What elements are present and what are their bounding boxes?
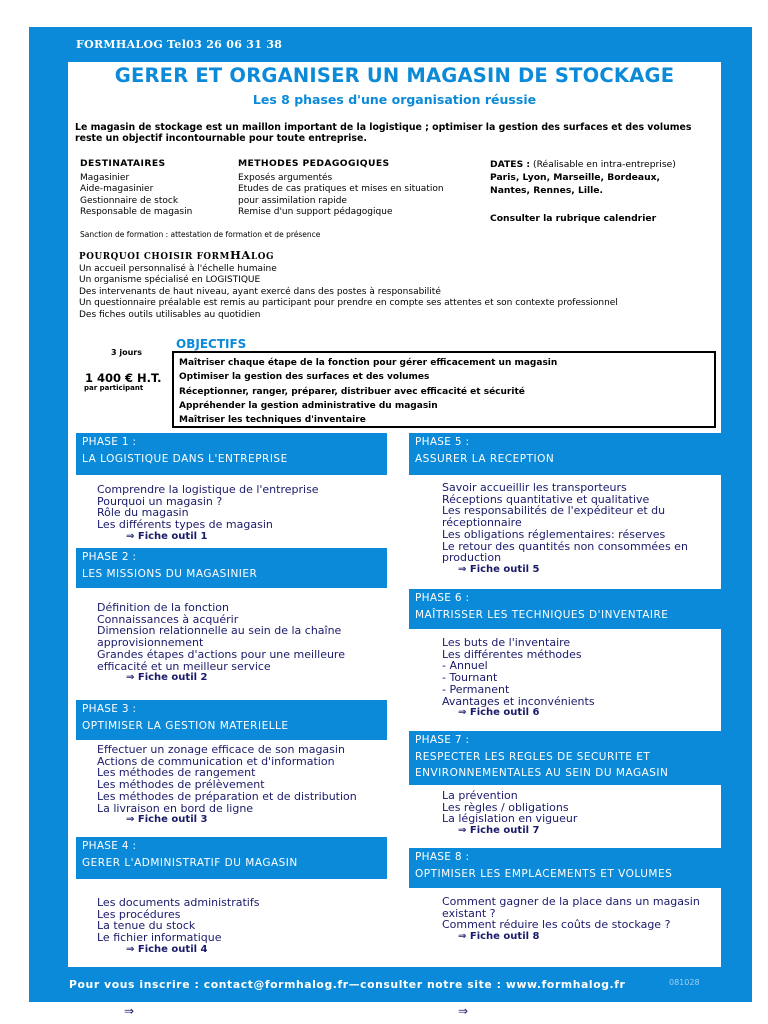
arrow-right-icon: ⇒ xyxy=(458,1004,469,1018)
list-item: Comment réduire les coûts de stockage ? xyxy=(442,918,671,932)
list-item: Les buts de l'inventaire xyxy=(442,636,571,649)
phase-5-items xyxy=(442,482,688,576)
why-block xyxy=(79,250,618,321)
methode-item: Remise d'un support pédagogique xyxy=(238,207,393,217)
phase-number: PHASE 6 : xyxy=(415,592,470,604)
phase-7-header xyxy=(409,731,721,785)
list-item: Connaissances à acquérir xyxy=(97,612,239,626)
phase-title: ASSURER LA RECEPTION xyxy=(415,452,555,465)
dates-note: (Réalisable en intra-entreprise) xyxy=(532,159,676,170)
objectif-item: Réceptionner, ranger, préparer, distribuer avec efficacité et sécurité xyxy=(179,386,525,397)
list-item: Grandes étapes d'actions pour une meilleure xyxy=(97,647,345,661)
fiche-outil-link[interactable]: ⇒ Fiche outil 4 xyxy=(126,943,208,955)
destinataires-block xyxy=(80,158,192,219)
why-item: Un questionnaire préalable est remis au participant pour prendre en compte ses attentes et son contexte professionnel xyxy=(79,298,618,308)
list-item: existant ? xyxy=(442,906,496,920)
phase-title: LES MISSIONS DU MAGASINIER xyxy=(82,567,258,580)
duration: 3 jours xyxy=(111,348,142,357)
objectif-item: Appréhender la gestion administrative du magasin xyxy=(179,400,438,411)
phase-1-items xyxy=(97,484,319,543)
phase-1-header xyxy=(76,433,387,475)
list-item: réceptionnaire xyxy=(442,516,522,530)
destinataire-item: Gestionnaire de stock xyxy=(80,195,179,206)
phase-title: LA LOGISTIQUE DANS L'ENTREPRISE xyxy=(82,452,288,465)
destinataire-item: Aide-magasinier xyxy=(80,184,154,194)
list-item: Les méthodes de rangement xyxy=(97,766,256,780)
phase-title: OPTIMISER LA GESTION MATERIELLE xyxy=(82,719,289,732)
objectifs-box xyxy=(172,351,716,428)
list-item: La livraison en bord de ligne xyxy=(97,801,254,815)
phase-number: PHASE 3 : xyxy=(82,703,137,715)
fiche-outil-link[interactable]: ⇒ Fiche outil 5 xyxy=(458,563,540,575)
list-item: approvisionnement xyxy=(97,636,204,650)
phase-title-line-2: ENVIRONNEMENTALES AU SEIN DU MAGASIN xyxy=(415,767,669,779)
list-item: Réceptions quantitative et qualitative xyxy=(442,492,650,506)
phase-6-header xyxy=(409,589,721,629)
destinataire-item: Responsable de magasin xyxy=(80,207,193,217)
list-item: Comprendre la logistique de l'entreprise xyxy=(97,483,319,496)
phase-2-header xyxy=(76,548,387,588)
why-heading: POURQUOI CHOISIR FORMHALOG xyxy=(79,248,275,262)
list-item: - Annuel xyxy=(442,659,488,673)
price: 1 400 € H.T. xyxy=(85,371,162,385)
list-item: Comment gagner de la place dans un magasin xyxy=(442,895,700,908)
why-item: Un organisme spécialisé en LOGISTIQUE xyxy=(79,275,261,285)
phase-3-header xyxy=(76,700,387,740)
phase-number: PHASE 4 : xyxy=(82,840,137,852)
phase-number: PHASE 2 : xyxy=(82,551,137,563)
list-item: Les responsabilités de l'expéditeur et du xyxy=(442,504,666,518)
list-item: Les obligations réglementaires: réserves xyxy=(442,527,666,541)
list-item: Les différents types de magasin xyxy=(97,518,273,532)
fiche-outil-link[interactable]: ⇒ Fiche outil 3 xyxy=(126,814,208,826)
price-note: par participant xyxy=(84,384,144,392)
list-item: Les règles / obligations xyxy=(442,800,569,814)
list-item: efficacité et un meilleur service xyxy=(97,659,271,673)
phase-4-header xyxy=(76,837,387,879)
dates-block xyxy=(490,158,676,225)
registration-footer[interactable]: Pour vous inscrire : contact@formhalog.fr—consulter notre site : www.formhalog.fr xyxy=(69,978,626,991)
phase-title: RESPECTER LES REGLES DE SECURITE ET xyxy=(415,750,651,763)
list-item: Dimension relationnelle au sein de la chaîne xyxy=(97,624,342,638)
list-item: Définition de la fonction xyxy=(97,601,229,614)
list-item: La tenue du stock xyxy=(97,919,196,933)
phase-title: MAÎTRISSER LES TECHNIQUES D'INVENTAIRE xyxy=(415,608,669,621)
why-item: Des fiches outils utilisables au quotidien xyxy=(79,309,261,320)
phase-number: PHASE 8 : xyxy=(415,851,470,863)
dates-heading: DATES : xyxy=(490,159,531,170)
list-item: La prévention xyxy=(442,789,518,802)
phase-8-items xyxy=(442,896,700,943)
why-item: Un accueil personnalisé à l'échelle humaine xyxy=(79,263,277,274)
fiche-outil-link[interactable]: ⇒ Fiche outil 7 xyxy=(458,825,540,837)
list-item: Avantages et inconvénients xyxy=(442,694,595,708)
list-item: Les méthodes de préparation et de distribution xyxy=(97,789,357,803)
list-item: production xyxy=(442,551,502,565)
arrow-right-icon: ⇒ xyxy=(124,1004,135,1018)
list-item: Le fichier informatique xyxy=(97,931,222,945)
objectif-item: Maîtriser chaque étape de la fonction pour gérer efficacement un magasin xyxy=(179,358,558,368)
methode-item: Exposés argumentés xyxy=(238,172,333,183)
methodes-block xyxy=(238,158,444,219)
phase-8-header xyxy=(409,848,721,888)
page-subtitle: Les 8 phases d'une organisation réussie xyxy=(252,92,537,107)
objectif-item: Optimiser la gestion des surfaces et des volumes xyxy=(179,372,430,383)
list-item: Pourquoi un magasin ? xyxy=(97,494,223,508)
list-item: Les différentes méthodes xyxy=(442,647,582,661)
objectif-item: Maîtriser les techniques d'inventaire xyxy=(179,415,366,426)
dates-cities: Nantes, Rennes, Lille. xyxy=(490,185,604,196)
phase-title: GERER L'ADMINISTRATIF DU MAGASIN xyxy=(82,856,298,869)
list-item: Actions de communication et d'information xyxy=(97,754,335,768)
destinataire-item: Magasinier xyxy=(80,172,130,183)
fiche-outil-link[interactable]: ⇒ Fiche outil 2 xyxy=(126,672,208,684)
fiche-outil-link[interactable]: ⇒ Fiche outil 1 xyxy=(126,530,208,542)
phase-7-items xyxy=(442,790,577,837)
list-item: Les documents administratifs xyxy=(97,896,260,909)
phase-3-items xyxy=(97,744,357,826)
fiche-outil-link[interactable]: ⇒ Fiche outil 6 xyxy=(458,707,540,719)
phase-number: PHASE 7 : xyxy=(415,734,470,746)
methode-item: pour assimilation rapide xyxy=(238,195,347,206)
fiche-outil-link[interactable]: ⇒ Fiche outil 8 xyxy=(458,931,540,943)
calendar-link: Consulter la rubrique calendrier xyxy=(490,213,657,224)
objectifs-heading: OBJECTIFS xyxy=(176,337,247,351)
methodes-heading: METHODES PEDAGOGIQUES xyxy=(238,158,390,169)
destinataires-heading: DESTINATAIRES xyxy=(80,158,166,169)
phase-6-items xyxy=(442,637,595,719)
document-code: 081028 xyxy=(669,978,700,987)
page-title: GERER ET ORGANISER UN MAGASIN DE STOCKAGE xyxy=(114,64,675,87)
list-item: Les procédures xyxy=(97,907,181,921)
list-item: Savoir accueillir les transporteurs xyxy=(442,481,627,494)
contact-phone: FORMHALOG Tel03 26 06 31 38 xyxy=(76,38,283,51)
phase-2-items xyxy=(97,602,345,684)
methode-item: Etudes de cas pratiques et mises en situation xyxy=(238,184,444,194)
phase-number: PHASE 5 : xyxy=(415,436,470,448)
list-item: - Permanent xyxy=(442,682,510,696)
list-item: - Tournant xyxy=(442,671,498,685)
list-item: La législation en vigueur xyxy=(442,812,578,826)
list-item: Le retour des quantités non consommées en xyxy=(442,539,688,553)
phase-number: PHASE 1 : xyxy=(82,436,137,448)
list-item: Effectuer un zonage efficace de son magasin xyxy=(97,743,345,756)
phase-5-header xyxy=(409,433,721,475)
intro-text: Le magasin de stockage est un maillon important de la logistique ; optimiser la gestion des surfaces et des volumes reste un objectif incontournable pour toute entreprise. xyxy=(75,122,692,144)
dates-cities: Paris, Lyon, Marseille, Bordeaux, xyxy=(490,172,661,183)
list-item: Les méthodes de prélèvement xyxy=(97,778,265,792)
list-item: Rôle du magasin xyxy=(97,506,189,520)
phase-4-items xyxy=(97,897,259,956)
phase-title: OPTIMISER LES EMPLACEMENTS ET VOLUMES xyxy=(415,867,673,880)
sanction-text: Sanction de formation : attestation de formation et de présence xyxy=(80,230,321,239)
why-item: Des intervenants de haut niveau, ayant exercé dans des postes à responsabilité xyxy=(79,286,441,297)
